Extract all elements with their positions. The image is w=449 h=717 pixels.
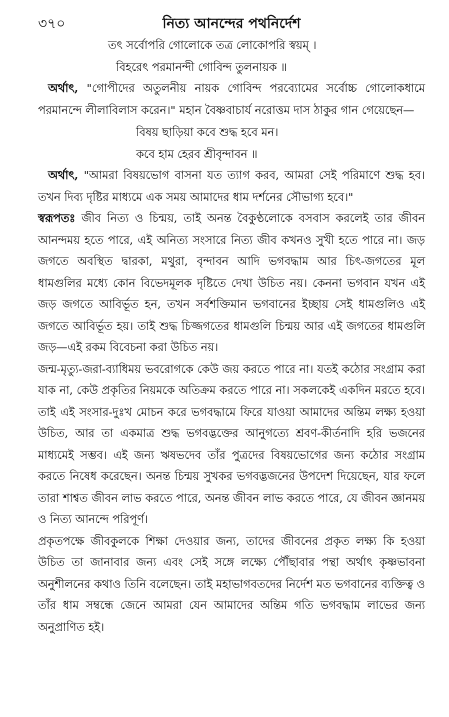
verse-line: বিহরেৎ পরমানন্দী গোবিন্দ তুলনায়ক ॥ xyxy=(116,60,287,74)
paragraph-translation-2 xyxy=(38,165,425,208)
sanskrit-verse xyxy=(38,35,425,78)
paragraph-intro: অর্থাৎ, xyxy=(48,81,79,95)
verse-line: তৎ সর্বোপরি গোলোকে তত্র লোকোপরি স্বয়ম্ । xyxy=(108,39,317,52)
paragraph-conclusion: প্রকৃতপক্ষে জীবকুলকে শিক্ষা দেওয়ার জন্য, তাদের জীবনের প্রকৃত লক্ষ্য কি হওয়া উচিত তা জানাবার জন্য এবং সেই সঙ্গে লক্ষ্যে পৌঁছাবার পন্থা অর্থাৎ কৃষ্ণভাবনা অনুশীলনের কথাও তিনি বলেছেন। তাই মহাভাগবতদের নির্দেশ মত ভগবানের ব্যক্তিত্ব ও তাঁর ধাম সম্বন্ধে জেনে আমরা যেন আমাদের অন্তিম গতি ভগবদ্ধাম লাভের জন্য অনুপ্রাণিত হই। xyxy=(38,534,425,634)
paragraph-intro: অর্থাৎ, xyxy=(48,168,79,182)
paragraph-text: "আমরা বিষয়ভোগ বাসনা যত ত্যাগ করব, আমরা সেই পরিমাণে শুদ্ধ হব। তখন দিব্য দৃষ্টির মাধ্যমে এক সময় আমাদের ধাম দর্শনের সৌভাগ্য হবে।" xyxy=(38,169,425,204)
paragraph-translation-1 xyxy=(38,78,425,121)
page-number: ৩৭০ xyxy=(38,16,66,32)
verse-line: কবে হাম হেরব শ্রীবৃন্দাবন ॥ xyxy=(136,147,258,161)
song-verse xyxy=(38,122,425,165)
paragraph-intro: স্বরূপতঃ xyxy=(38,211,76,225)
paragraph-text: "গোপীদের অতুলনীয় নায়ক গোবিন্দ পরব্যোমের সর্বোচ্চ গোলোকধামে পরমানন্দে লীলাবিলাস করেন।" মহান বৈষ্ণবাচার্য নরোত্তম দাস ঠাকুর গান গেয়েছেন— xyxy=(38,82,425,117)
paragraph-text: জীব নিত্য ও চিন্ময়, তাই অনন্ত বৈকুণ্ঠলোকে বসবাস করলেই তার জীবন আনন্দময় হতে পারে, এই অনিত্য সংসারে নিত্য জীব কখনও সুখী হতে পারে না। জড় জগতে অবস্থিত দ্বারকা, মথুরা, বৃন্দাবন আদি ভগবদ্ধাম আর চিৎ-জগতের মূল ধামগুলির মধ্যে কোন বিভেদমূলক দৃষ্টিতে দেখা উচিত নয়। কেননা ভগবান যখন এই জড় জগতে আবির্ভূত হন, তখন সর্বশক্তিমান ভগবানের ইচ্ছায় সেই ধামগুলিও এই জগতে আবির্ভূত হয়। তাই শুদ্ধ চিজ্জগতের ধামগুলি চিন্ময় আর এই জগতের ধামগুলি জড়—এই রকম বিবেচনা করা উচিত নয়। xyxy=(38,212,425,354)
page-header xyxy=(38,0,425,34)
verse-line: বিষয় ছাড়িয়া কবে শুদ্ধ হবে মন। xyxy=(136,126,279,139)
paragraph-birth-death: জন্ম-মৃত্যু-জরা-ব্যাধিময় ভবরোগকে কেউ জয় করতে পারে না। যতই কঠোর সংগ্রাম করা যাক না, কেউ প্রকৃতির নিয়মকে অতিক্রম করতে পারে না। সকলকেই একদিন মরতে হবে। তাই এই সংসার-দুঃখ মোচন করে ভগবদ্ধামে ফিরে যাওয়া আমাদের অন্তিম লক্ষ্য হওয়া উচিত, আর তা একমাত্র শুদ্ধ ভগবদ্ভক্তের আনুগত্যে শ্রবণ-কীর্তনাদি হরি ভজনের মাধ্যমেই সম্ভব। এই জন্য ঋষভদেব তাঁর পুত্রদের বিষয়ভোগের জন্য কঠোর সংগ্রাম করতে নিষেধ করেছেন। অনন্ত চিন্ময় সুখকর ভগবদ্ভজনের উপদেশ দিয়েছেন, যার ফলে তারা শাশ্বত জীবন লাভ করতে পারে, অনন্ত জীবন লাভ করতে পারে, যে জীবন জ্ঞানময় ও নিত্য আনন্দে পরিপূর্ণ। xyxy=(38,362,425,526)
running-title: নিত্য আনন্দের পথনির্দেশ xyxy=(162,16,301,32)
paragraph-nature-of-soul xyxy=(38,208,425,359)
